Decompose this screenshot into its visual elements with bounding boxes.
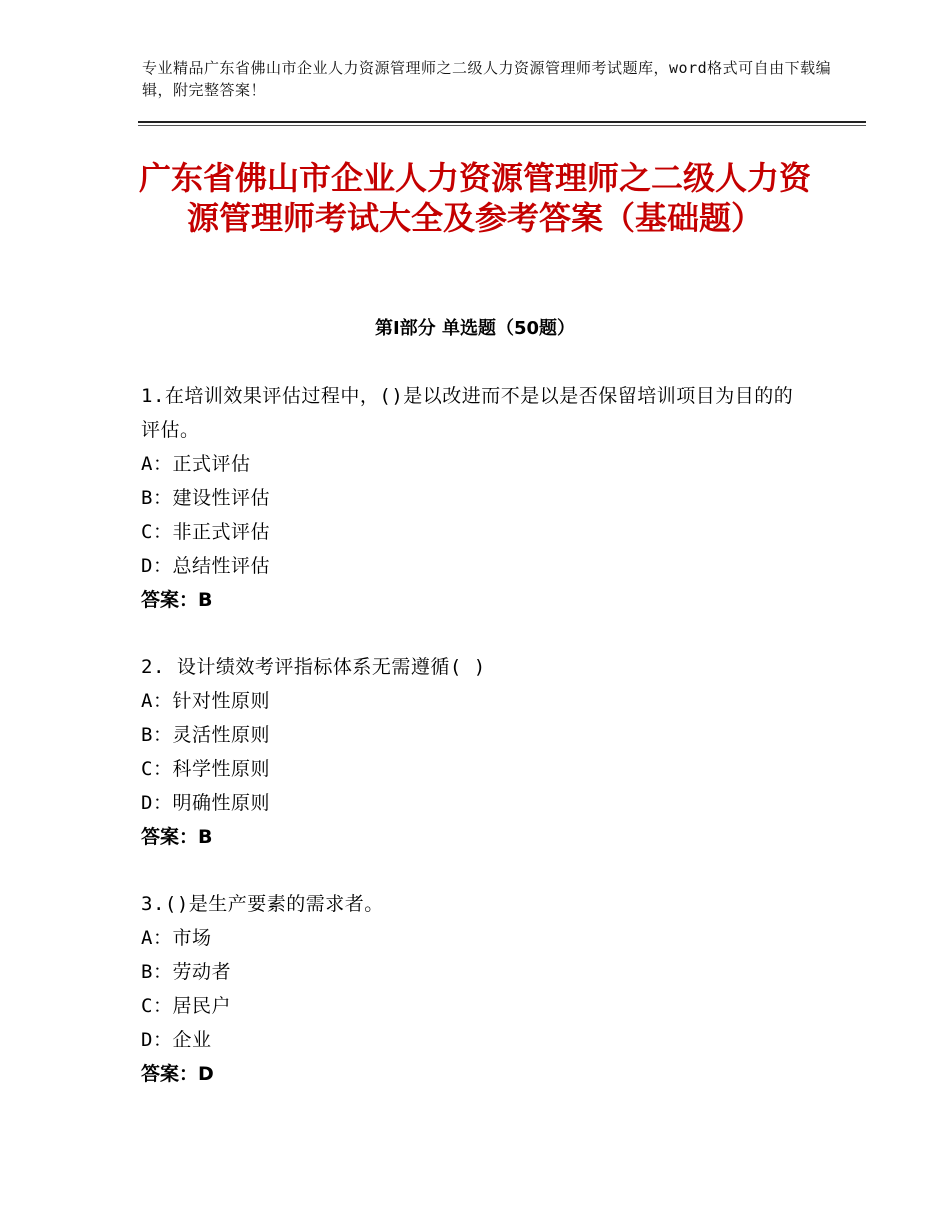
option-c: C：居民户 xyxy=(141,995,231,1017)
question-answer: 答案：B xyxy=(141,826,213,848)
question-stem: 2. 设计绩效考评指标体系无需遵循( ) xyxy=(141,656,486,678)
question-1 xyxy=(141,379,801,617)
document-title: 广东省佛山市企业人力资源管理师之二级人力资源管理师考试大全及参考答案（基础题） xyxy=(138,159,811,237)
option-b: B：建设性评估 xyxy=(141,487,270,509)
option-d: D：企业 xyxy=(141,1029,212,1051)
question-list xyxy=(141,379,801,1124)
header-rule-thin xyxy=(138,125,866,126)
option-c: C：非正式评估 xyxy=(141,521,270,543)
option-c: C：科学性原则 xyxy=(141,758,270,780)
question-2 xyxy=(141,650,801,854)
question-3 xyxy=(141,887,801,1091)
option-b: B：劳动者 xyxy=(141,961,231,983)
question-stem: 3.()是生产要素的需求者。 xyxy=(141,893,384,915)
option-a: A：正式评估 xyxy=(141,453,251,475)
question-answer: 答案：B xyxy=(141,589,213,611)
question-answer: 答案：D xyxy=(141,1063,214,1085)
header-note: 专业精品广东省佛山市企业人力资源管理师之二级人力资源管理师考试题库，word格式可自由下载编辑，附完整答案！ xyxy=(142,59,832,99)
option-a: A：市场 xyxy=(141,927,212,949)
section-title: 第Ⅰ部分 单选题（50题） xyxy=(374,318,575,339)
option-b: B：灵活性原则 xyxy=(141,724,270,746)
option-d: D：明确性原则 xyxy=(141,792,270,814)
option-a: A：针对性原则 xyxy=(141,690,270,712)
question-stem: 1.在培训效果评估过程中，()是以改进而不是以是否保留培训项目为目的的评估。 xyxy=(141,385,794,441)
option-d: D：总结性评估 xyxy=(141,555,270,577)
header-rule-thick xyxy=(138,121,866,123)
